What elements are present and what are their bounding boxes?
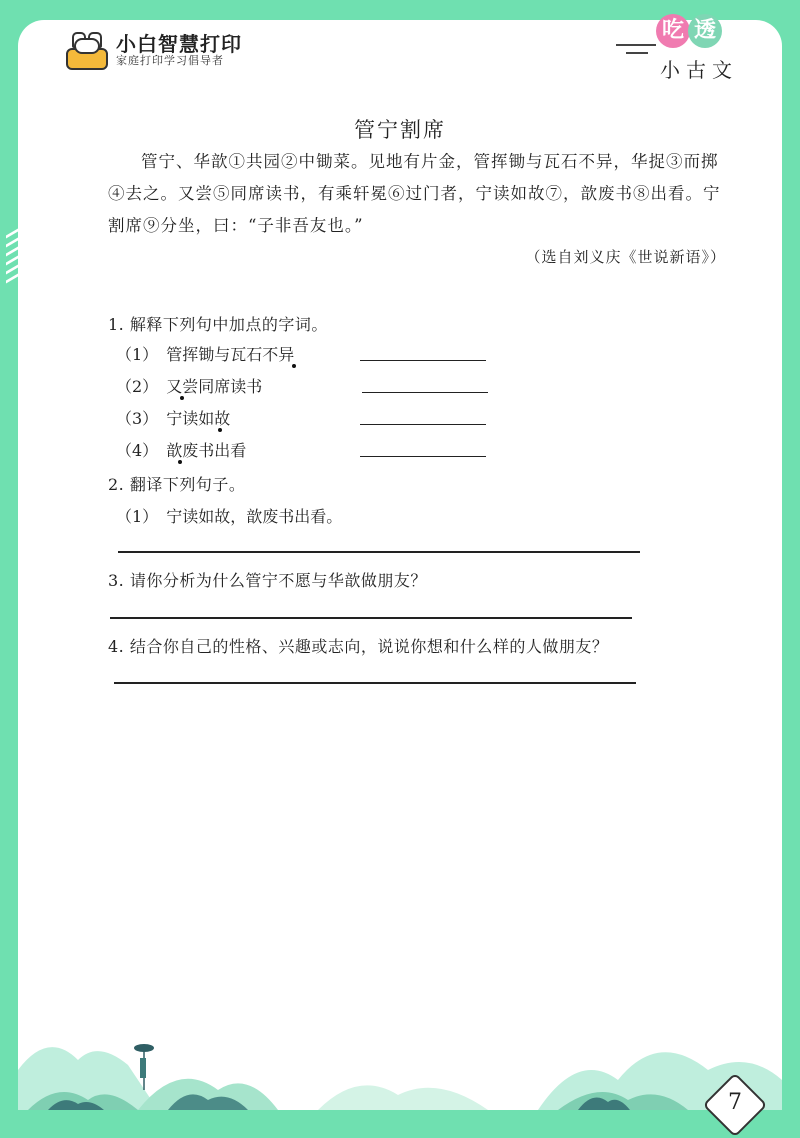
q1-item-3 [116,406,230,429]
q1-item-text: 管挥锄与瓦石不异 [166,345,295,364]
article-passage: 管宁、华歆①共园②中锄菜。见地有片金，管挥锄与瓦石不异，华捉③而掷④去之。又尝⑤同席读书，有乘轩冕⑥过门者，宁读如故⑦，歆废书⑧出看。宁割席⑨分坐，曰：“子非吾友也。” [108,152,721,235]
frame-decoration [6,232,20,292]
brand-header [66,30,242,70]
article-source: （选自刘义庆《世说新语》） [525,248,726,266]
brand-logo-icon [66,30,108,70]
q1-item-text: 又尝同席读书 [166,377,263,396]
q2-item-1 [116,504,342,527]
answer-line[interactable] [118,551,640,553]
q1-item-2 [116,374,262,397]
page-number: 7 [728,1090,742,1115]
q1-item-num: （1） [116,345,159,364]
series-subtitle: 小古文 [660,58,738,82]
emphasis-dot [178,460,182,464]
article-title: 管宁割席 [354,118,446,142]
q1-item-text: 宁读如故 [166,409,231,428]
answer-line[interactable] [110,617,632,619]
q1-item-text: 歆废书出看 [166,441,247,460]
question-1-label: 1. 解释下列句中加点的字词。 [108,315,328,334]
q2-item-num: （1） [116,507,159,526]
emphasis-dot [180,396,184,400]
emphasis-dot [218,428,222,432]
q2-item-text: 宁读如故，歆废书出看。 [166,507,343,526]
brand-slogan: 家庭打印学习倡导者 [116,53,224,67]
question-2-label: 2. 翻译下列句子。 [108,475,246,494]
answer-line[interactable] [360,456,486,457]
q1-item-4 [116,438,246,461]
series-logo [616,14,756,84]
answer-line[interactable] [360,424,486,425]
question-4-label: 4. 结合你自己的性格、兴趣或志向，说说你想和什么样的人做朋友？ [108,637,609,656]
q1-item-num: （4） [116,441,159,460]
mountain-landscape-icon [18,990,782,1110]
emphasis-dot [292,364,296,368]
answer-line[interactable] [362,392,488,393]
answer-line[interactable] [360,360,486,361]
series-char-1: 吃 [656,14,690,48]
q1-item-num: （3） [116,409,159,428]
answer-line[interactable] [114,682,636,684]
q1-item-num: （2） [116,377,159,396]
series-char-2: 透 [688,14,722,48]
brand-name: 小白智慧打印 [116,31,242,56]
question-3-label: 3. 请你分析为什么管宁不愿与华歆做朋友？ [108,571,427,590]
q1-item-1 [116,342,294,365]
